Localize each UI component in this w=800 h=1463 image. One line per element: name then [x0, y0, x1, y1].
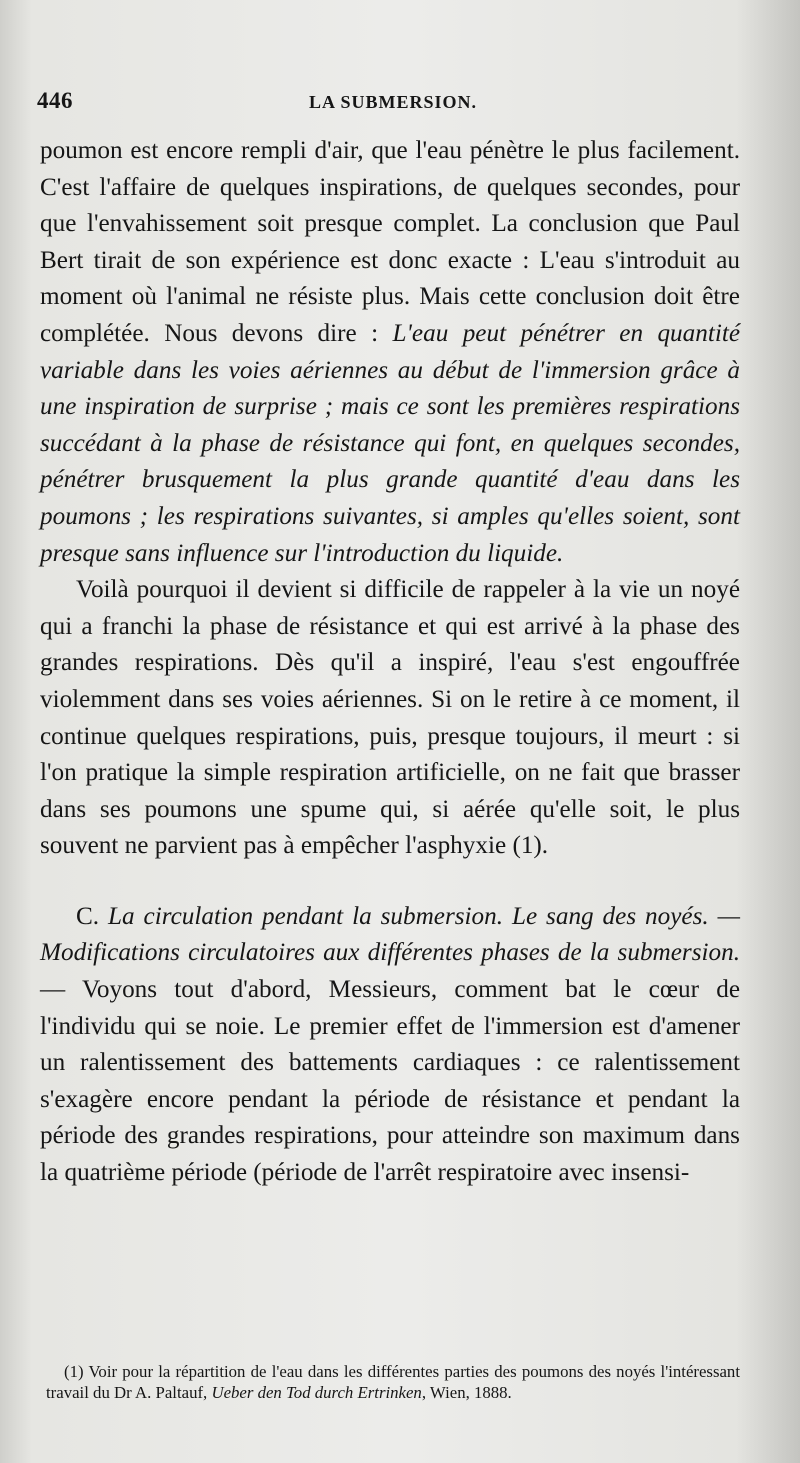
paragraph-3-text: — Voyons tout d'abord, Messieurs, comment bat le cœur de l'individu qui se noie. Le premier effet de l'immersion est d'amener un ralentissement des battements cardiaques : ce ralentissement s'exagère encore pendant la période de résistance et pendant la période des grandes respirations, pour atteindre son maximum dans la quatrième période (période de l'arrêt respiratoire avec insensi-	[40, 976, 740, 1187]
section-spacer	[40, 865, 740, 899]
section-heading: La circulation pendant la submersion. Le sang des noyés. — Modifications circulatoires aux différentes phases de la submersion.	[40, 902, 740, 967]
paragraph-1-italic: L'eau peut pénétrer en quantité variable dans les voies aériennes au début de l'immersion grâce à une inspiration de surprise ; mais ce sont les premières respirations succédant à la phase de résistance qui font, en quelques secondes, pénétrer brusquement la plus grande quantité d'eau dans les poumons ; les respirations suivantes, si amples qu'elles soient, sont presque sans influence sur l'introduction du liquide.	[40, 319, 741, 567]
paragraph-1	[40, 133, 740, 572]
footnote	[46, 1362, 740, 1403]
footnote-text	[46, 1362, 740, 1403]
page-header	[37, 88, 737, 122]
page-number: 446	[37, 88, 73, 113]
paragraph-1-text: poumon est encore rempli d'air, que l'eau pénètre le plus facilement. C'est l'affaire de quelques inspirations, de quelques secondes, pour que l'envahissement soit presque complet. La conclusion que Paul Bert tirait de son expérience est donc exacte : L'eau s'introduit au moment où l'animal ne résiste plus. Mais cette conclusion doit être complétée. Nous devons dire :	[40, 137, 740, 347]
footnote-title: Ueber den Tod durch Ertrinken	[211, 1382, 422, 1402]
section-label: C.	[76, 902, 109, 930]
paragraph-3	[40, 899, 740, 1192]
body-text	[40, 133, 740, 1192]
running-title: LA SUBMERSION.	[309, 92, 478, 112]
paragraph-2: Voilà pourquoi il devient si difficile de rappeler à la vie un noyé qui a franchi la phase de résistance et qui est arrivé à la phase des grandes respirations. Dès qu'il a inspiré, l'eau s'est engouffrée violemment dans ses voies aériennes. Si on le retire à ce moment, il continue quelques respirations, puis, presque toujours, il meurt : si l'on pratique la simple respiration artificielle, on ne fait que brasser dans ses poumons une spume qui, si aérée qu'elle soit, le plus souvent ne parvient pas à empêcher l'asphyxie (1).	[40, 576, 740, 860]
footnote-body: (1) Voir pour la répartition de l'eau dans les différentes parties des poumons des noyés l'intéressant travail du Dr A. Paltauf,	[46, 1362, 740, 1402]
footnote-tail: , Wien, 1888.	[421, 1382, 512, 1402]
